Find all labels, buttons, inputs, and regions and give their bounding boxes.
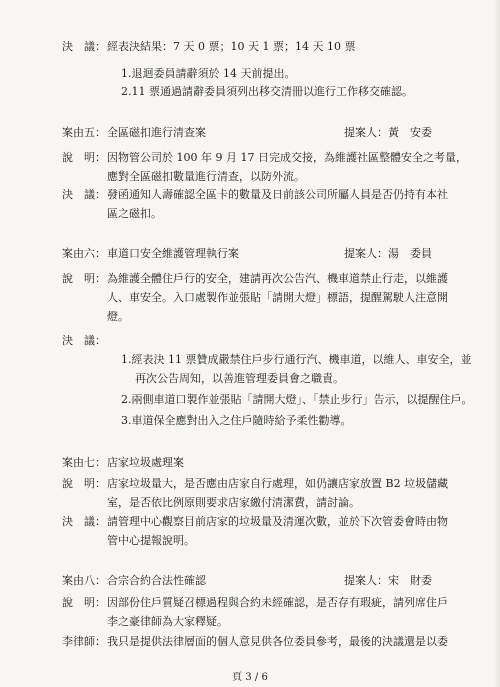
page-number: 頁 3 / 6 <box>232 672 268 683</box>
line-text: 區之磁扣。 <box>107 207 162 220</box>
line-label: 決 議： <box>62 515 106 528</box>
line-text: 2.兩側車道口製作並張貼「請開大燈」、「禁止步行」告示，以提醒住戶。 <box>121 393 473 406</box>
line-text: 人、車安全。入口處製作並張貼「請開大燈」標語，提醒駕駛人注意開 <box>107 291 448 304</box>
line-label: 案由五： <box>62 126 106 139</box>
line-text: 燈。 <box>107 310 129 323</box>
line-text: 因部份住戶質疑召標過程與合約未經確認，是否存有瑕疵，請列席住戶 <box>107 596 448 609</box>
line-label: 說 明： <box>62 151 106 164</box>
line-text: 2.11 票通過請辭委員須列出移交清冊以進行工作移交確認。 <box>121 85 413 98</box>
line-label: 決 議： <box>62 188 106 201</box>
proposer: 提案人：宋 財委 <box>344 574 432 587</box>
line-text: 因物管公司於 100 年 9 月 17 日完成交接，為維護社區整體安全之考量， <box>107 151 467 164</box>
line-text: 為維護全體住戶行的安全，建請再次公告汽、機車道禁止行走，以維護 <box>107 272 448 285</box>
line-text: 管中心提報說明。 <box>107 534 195 547</box>
line-label: 說 明： <box>62 272 106 285</box>
scan-edge-shadow <box>494 0 500 687</box>
line-label: 案由八： <box>62 574 106 587</box>
line-text: 店家垃圾處理案 <box>107 456 184 469</box>
line-text: 室，是否依比例原則要求店家繳付清潔費，請討論。 <box>107 496 360 509</box>
line-label: 說 明： <box>62 596 106 609</box>
line-text: 我只是提供法律層面的個人意見供各位委員參考，最後的決議還是以委 <box>107 635 448 648</box>
line-text: 3.車道保全應對出入之住戶隨時給予柔性勸導。 <box>121 414 352 427</box>
line-text: 請管理中心觀察目前店家的垃圾量及清運次數，並於下次管委會時由物 <box>107 515 448 528</box>
line-text: 再次公告周知，以善進管理委員會之職責。 <box>135 372 344 385</box>
line-label: 說 明： <box>62 477 106 490</box>
proposer: 提案人：黃 安委 <box>344 126 432 139</box>
line-text: 車道口安全維護管理執行案 <box>107 247 239 260</box>
line-text: 應對全區磁扣數量進行清查，以防外流。 <box>107 170 305 183</box>
line-label: 案由六： <box>62 247 106 260</box>
line-text: 經表決結果：7 天 0 票；10 天 1 票；14 天 10 票 <box>107 40 356 53</box>
line-text: 1.經表決 11 票贊成嚴禁住戶步行通行汽、機車道，以維人、車安全，並 <box>121 353 472 366</box>
line-text: 合宗合約合法性確認 <box>107 574 206 587</box>
line-text: 店家垃圾量大，是否應由店家自行處理，如仍讓店家放置 B2 垃圾儲藏 <box>107 477 449 490</box>
line-text: 發函通知人壽確認全區卡的數量及日前該公司所屬人員是否仍持有本社 <box>107 188 448 201</box>
line-label: 決 議： <box>62 40 106 53</box>
line-text: 李之豪律師為大家釋疑。 <box>107 615 228 628</box>
proposer: 提案人：湯 委員 <box>344 247 432 260</box>
line-label: 決 議： <box>62 334 106 347</box>
line-label: 李律師： <box>62 635 106 648</box>
line-text: 1.退迴委員請辭須於 14 天前提出。 <box>121 67 296 80</box>
line-label: 案由七： <box>62 456 106 469</box>
line-text: 全區磁扣進行清查案 <box>107 126 206 139</box>
